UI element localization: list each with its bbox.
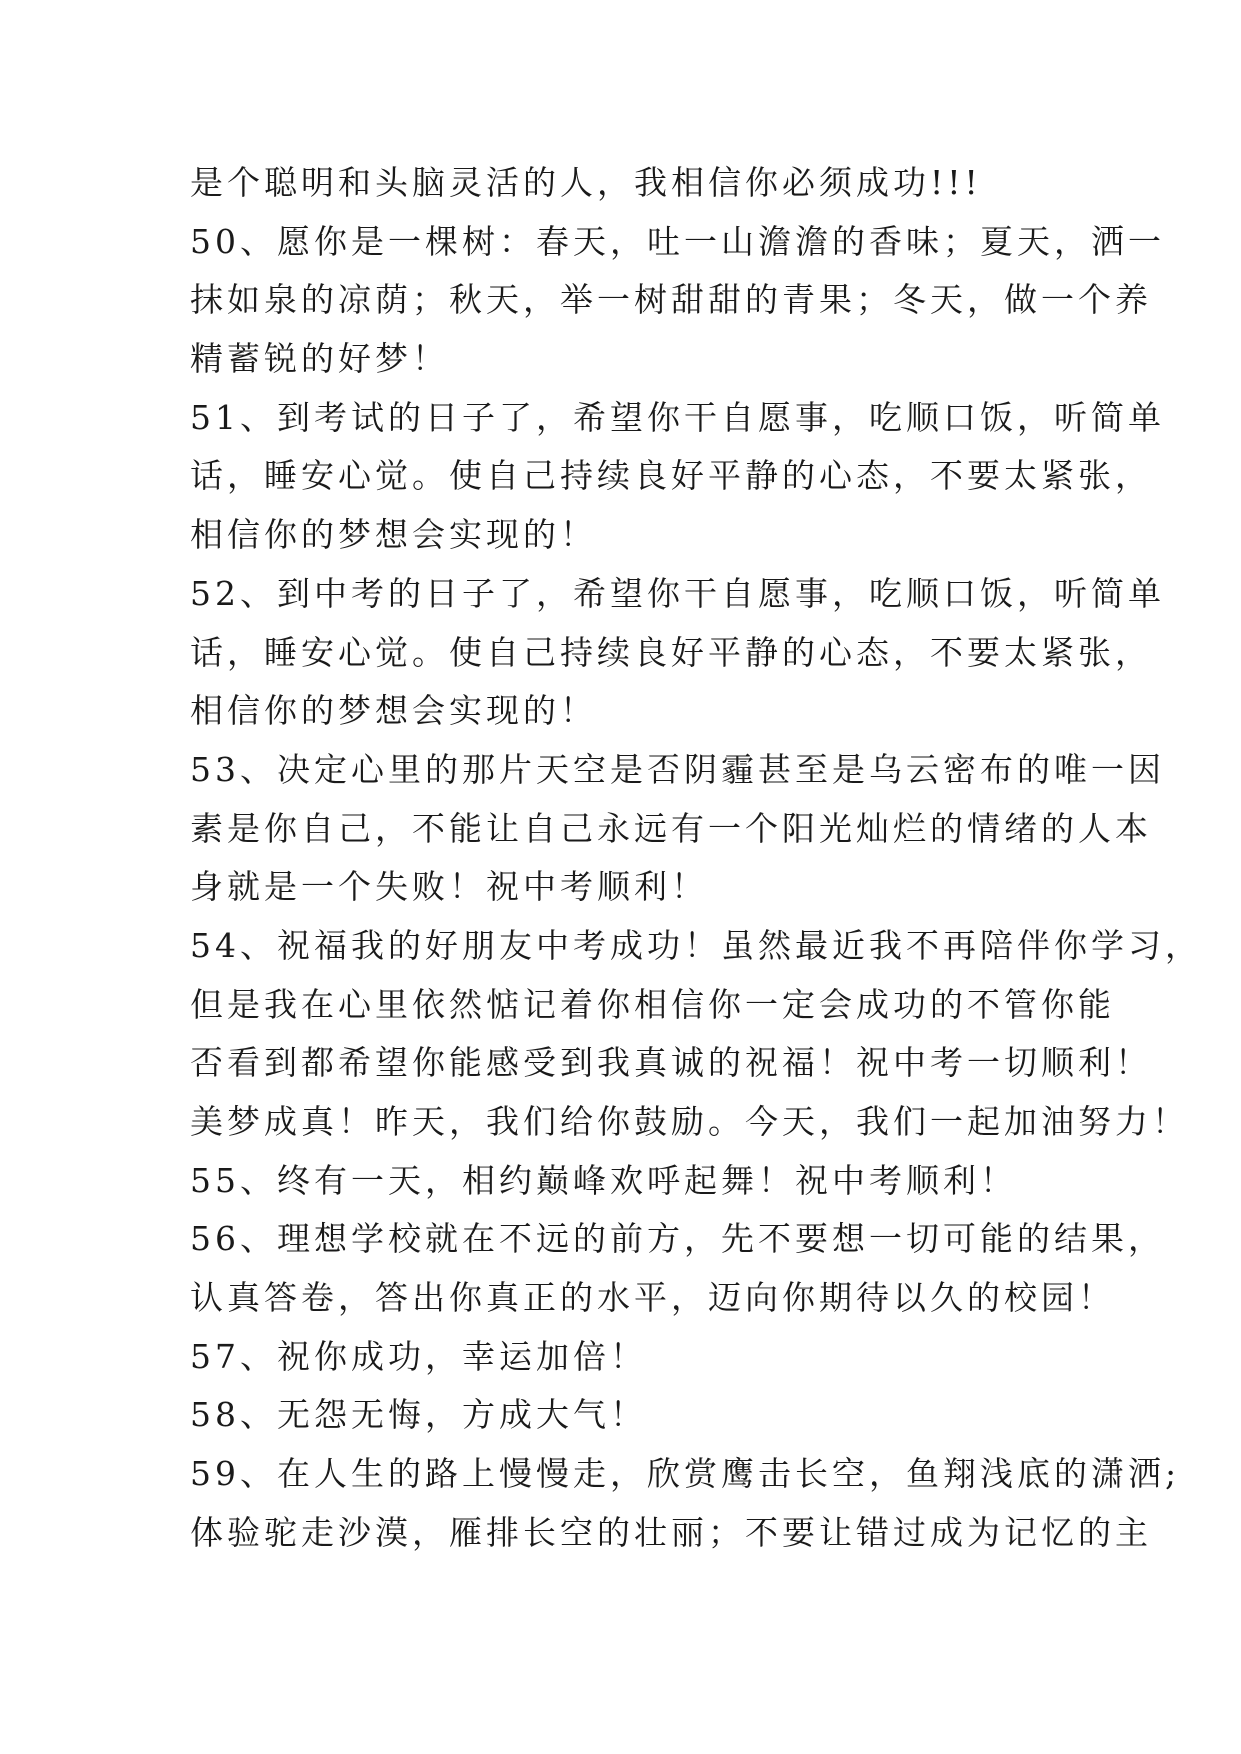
text-line: 56、理想学校就在不远的前方，先不要想一切可能的结果， bbox=[190, 1219, 1165, 1259]
text-line: 51、到考试的日子了，希望你干自愿事，吃顺口饭，听简单 bbox=[190, 397, 1165, 437]
text-line: 58、无怨无悔，方成大气！ bbox=[190, 1395, 647, 1435]
text-line: 身就是一个失败！祝中考顺利！ bbox=[190, 867, 708, 907]
text-line: 体验驼走沙漠，雁排长空的壮丽；不要让错过成为记忆的主 bbox=[190, 1512, 1152, 1552]
document-body bbox=[190, 154, 1202, 1563]
text-line: 话，睡安心觉。使自己持续良好平静的心态，不要太紧张， bbox=[190, 632, 1152, 672]
text-line: 否看到都希望你能感受到我真诚的祝福！祝中考一切顺利！ bbox=[190, 1043, 1152, 1083]
text-line: 是个聪明和头脑灵活的人，我相信你必须成功!!! bbox=[190, 163, 982, 202]
text-line: 美梦成真！昨天，我们给你鼓励。今天，我们一起加油努力！ bbox=[190, 1102, 1189, 1141]
text-line: 素是你自己，不能让自己永远有一个阳光灿烂的情绪的人本 bbox=[190, 808, 1152, 848]
text-line: 但是我在心里依然惦记着你相信你一定会成功的不管你能 bbox=[190, 984, 1115, 1024]
text-line: 55、终有一天，相约巅峰欢呼起舞！祝中考顺利！ bbox=[190, 1160, 1017, 1200]
text-line: 话，睡安心觉。使自己持续良好平静的心态，不要太紧张， bbox=[190, 456, 1152, 496]
text-line: 相信你的梦想会实现的！ bbox=[190, 515, 597, 555]
text-line: 抹如泉的凉荫；秋天，举一树甜甜的青果；冬天，做一个养 bbox=[190, 280, 1152, 320]
text-line: 57、祝你成功，幸运加倍！ bbox=[190, 1336, 647, 1376]
text-line: 认真答卷，答出你真正的水平，迈向你期待以久的校园！ bbox=[190, 1278, 1115, 1318]
text-line: 50、愿你是一棵树：春天，吐一山澹澹的香味；夏天，洒一 bbox=[190, 221, 1165, 261]
text-line: 52、到中考的日子了，希望你干自愿事，吃顺口饭，听简单 bbox=[190, 573, 1165, 613]
text-line: 精蓄锐的好梦！ bbox=[190, 339, 449, 379]
text-line: 相信你的梦想会实现的！ bbox=[190, 691, 597, 731]
text-line: 53、决定心里的那片天空是否阴霾甚至是乌云密布的唯一因 bbox=[190, 749, 1165, 789]
text-line: 54、祝福我的好朋友中考成功！虽然最近我不再陪伴你学习， bbox=[190, 925, 1202, 965]
text-line: 59、在人生的路上慢慢走，欣赏鹰击长空，鱼翔浅底的潇洒; bbox=[190, 1454, 1181, 1494]
